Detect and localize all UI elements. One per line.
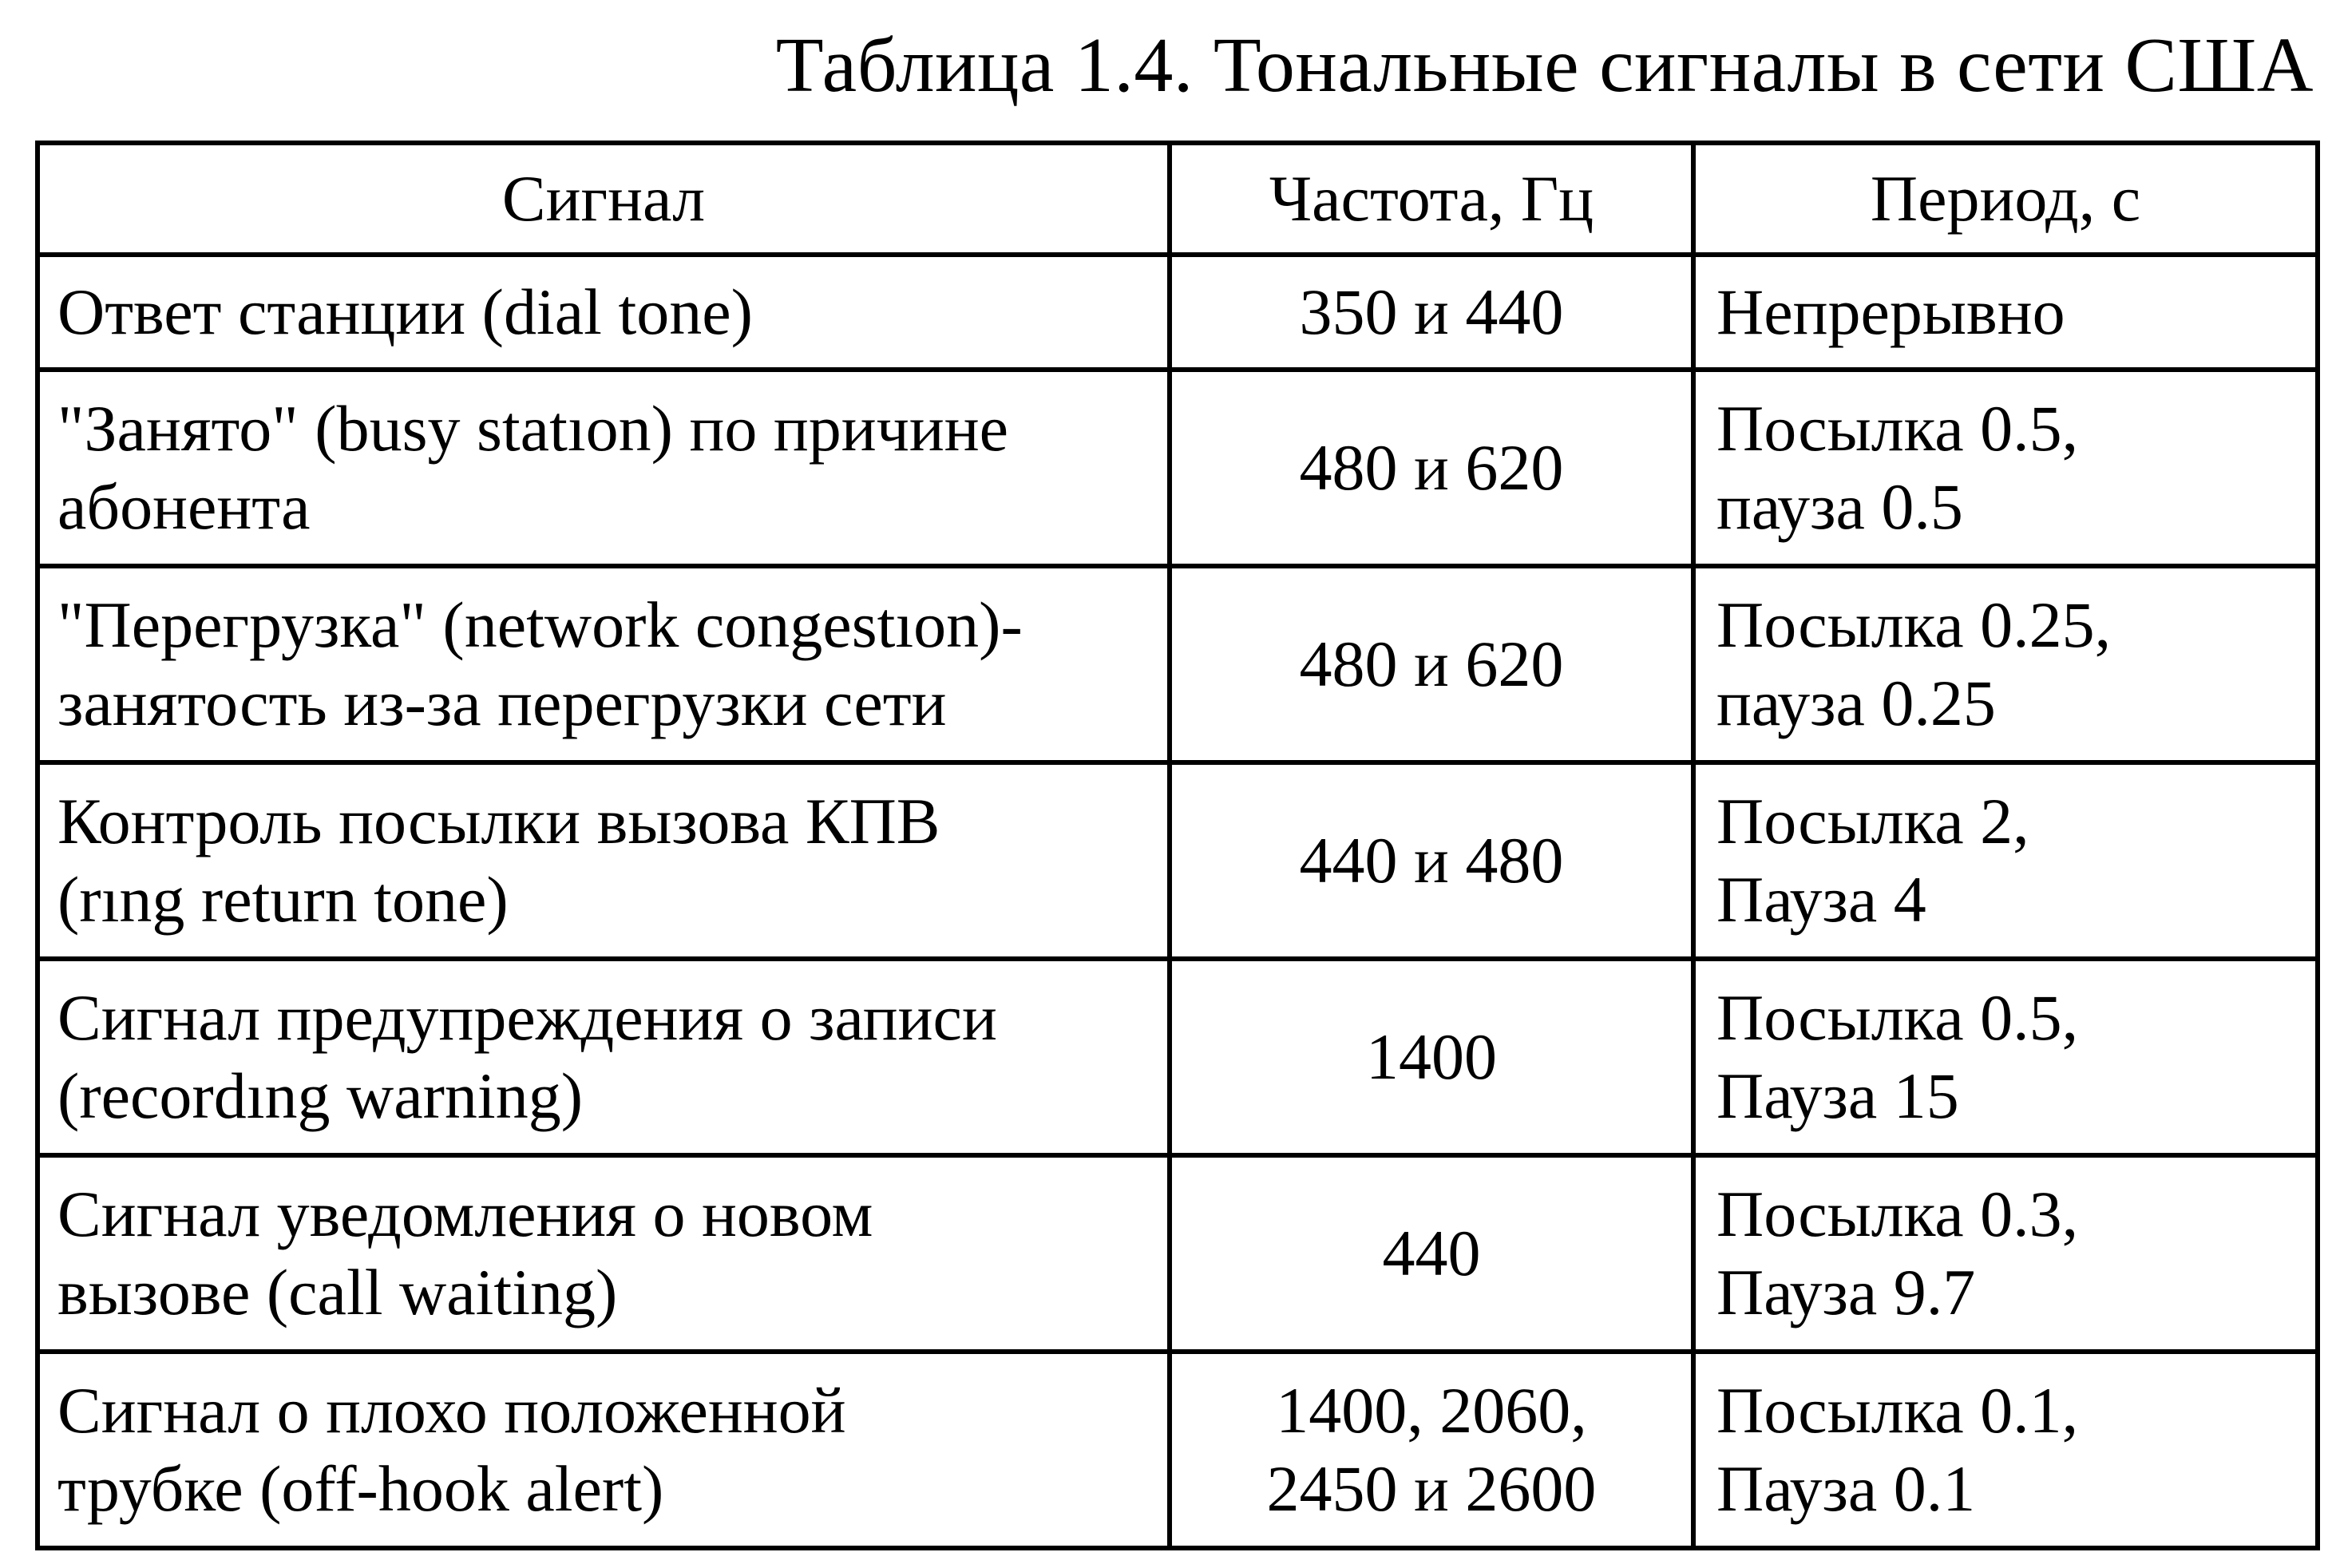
signal-cell-line: Сигнал о плохо положенной (57, 1374, 846, 1447)
table-row (38, 1155, 2318, 1352)
signal-cell (38, 959, 1170, 1155)
period-cell-line: Непрерывно (1716, 275, 2065, 348)
signal-cell-line: Контроль посылки вызова КПВ (57, 785, 940, 857)
period-cell (1693, 370, 2318, 566)
signal-cell-line: занятость из-за перегрузки сети (57, 667, 947, 739)
frequency-cell-line: 440 (1382, 1217, 1481, 1289)
header-frequency: Частота, Гц (1170, 143, 1693, 255)
period-cell (1693, 959, 2318, 1155)
period-cell (1693, 762, 2318, 959)
table-caption: Таблица 1.4. Тональные сигналы в сети США (775, 22, 2314, 109)
table-body (38, 255, 2318, 1548)
period-cell-line: Пауза 15 (1716, 1059, 1959, 1132)
period-cell-line: Посылка 0.25, (1716, 588, 2112, 661)
signal-cell (38, 1352, 1170, 1548)
table-row (38, 566, 2318, 762)
period-cell-line: Посылка 2, (1716, 785, 2029, 857)
signal-cell (38, 1155, 1170, 1352)
signal-cell-line: вызове (call waiting) (57, 1256, 618, 1328)
header-signal: Сигнал (38, 143, 1170, 255)
table-row (38, 370, 2318, 566)
signal-cell-line: Сигнал предупреждения о записи (57, 981, 997, 1054)
frequency-cell (1170, 255, 1693, 370)
frequency-cell-line: 1400, 2060, (1276, 1374, 1587, 1447)
signal-cell (38, 255, 1170, 370)
period-cell (1693, 255, 2318, 370)
period-cell (1693, 566, 2318, 762)
frequency-cell-line: 350 и 440 (1299, 275, 1564, 348)
signal-cell-line: "Занято" (busy statıon) по причине (57, 392, 1009, 465)
frequency-cell (1170, 762, 1693, 959)
frequency-cell-line: 440 и 480 (1299, 824, 1564, 897)
frequency-cell (1170, 566, 1693, 762)
period-cell-line: пауза 0.25 (1716, 667, 1996, 739)
signal-cell-line: (recordıng warning) (57, 1059, 584, 1132)
period-cell-line: Посылка 0.3, (1716, 1178, 2079, 1250)
signal-cell-line: "Перегрузка" (network congestıon)- (57, 588, 1023, 661)
period-cell-line: Посылка 0.5, (1716, 392, 2079, 465)
signal-cell-line: Ответ станции (dial tone) (57, 275, 753, 348)
period-cell-line: Пауза 9.7 (1716, 1256, 1976, 1328)
frequency-cell (1170, 959, 1693, 1155)
frequency-cell (1170, 1155, 1693, 1352)
frequency-cell-line: 1400 (1366, 1020, 1497, 1093)
header-period: Период, с (1693, 143, 2318, 255)
table-row (38, 255, 2318, 370)
signal-cell (38, 762, 1170, 959)
table-row (38, 1352, 2318, 1548)
frequency-cell-line: 2450 и 2600 (1266, 1452, 1597, 1525)
period-cell-line: Пауза 4 (1716, 863, 1926, 936)
table-row (38, 959, 2318, 1155)
period-cell-line: пауза 0.5 (1716, 470, 1963, 543)
header-row (38, 143, 2318, 255)
signal-cell-line: абонента (57, 470, 311, 543)
signal-cell-line: (rıng return tone) (57, 863, 509, 936)
signal-cell-line: трубке (off-hook alert) (57, 1452, 664, 1525)
frequency-cell (1170, 370, 1693, 566)
period-cell-line: Посылка 0.5, (1716, 981, 2079, 1054)
frequency-cell-line: 480 и 620 (1299, 628, 1564, 700)
frequency-cell-line: 480 и 620 (1299, 431, 1564, 504)
period-cell (1693, 1155, 2318, 1352)
signal-cell (38, 566, 1170, 762)
frequency-cell (1170, 1352, 1693, 1548)
table-row (38, 762, 2318, 959)
period-cell (1693, 1352, 2318, 1548)
signal-cell-line: Сигнал уведомления о новом (57, 1178, 873, 1250)
signal-cell (38, 370, 1170, 566)
period-cell-line: Посылка 0.1, (1716, 1374, 2079, 1447)
period-cell-line: Пауза 0.1 (1716, 1452, 1976, 1525)
tone-signals-table (35, 141, 2320, 1550)
